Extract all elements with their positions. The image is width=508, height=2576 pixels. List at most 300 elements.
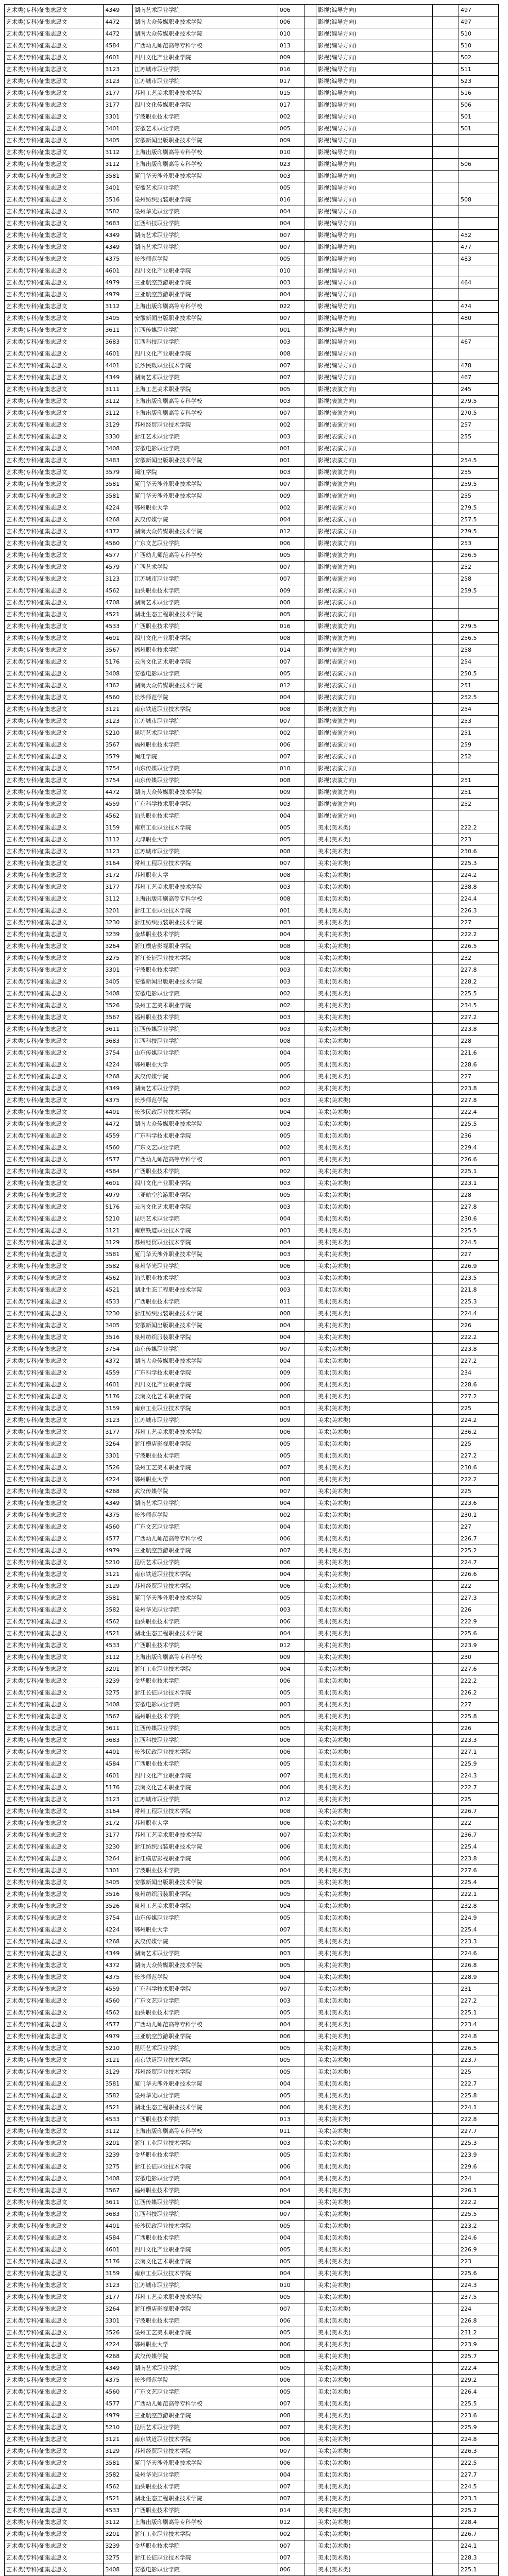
school-name-cell: 泉州纺织服装职业学院 [132,1332,278,1344]
school-name-cell: 湖南艺术职业学院 [132,1948,278,1960]
school-code-cell: 3401 [104,123,132,135]
major-code-cell: 003 [278,882,304,893]
school-code-cell: 4559 [104,1130,132,1142]
school-code-cell: 3754 [104,1344,132,1355]
blank-cell [304,2209,316,2221]
school-code-cell: 3177 [104,1427,132,1438]
major-code-cell: 004 [278,810,304,822]
blank-cell [304,2268,316,2280]
batch-cell: 艺术类(专科)征集志愿文 [5,1344,104,1355]
school-code-cell: 3177 [104,2292,132,2303]
table-row [5,882,499,893]
score-cell: 231 [459,1984,499,1995]
major-code-cell: 016 [278,621,304,633]
batch-cell: 艺术类(专科)征集志愿文 [5,2256,104,2268]
school-name-cell: 江苏城市职业学院 [132,716,278,727]
major-code-cell: 008 [278,775,304,787]
blank-cell [304,1711,316,1723]
score-cell: 224 [459,2303,499,2315]
table-row [5,1178,499,1190]
major-name-cell: 美术(美术类) [316,822,433,834]
school-name-cell: 汕头职业技术学院 [132,1616,278,1628]
school-name-cell: 泉州华光职业学院 [132,1604,278,1616]
blank-cell [304,1675,316,1687]
score-cell: 225.5 [459,1225,499,1237]
blank-cell [304,2019,316,2031]
school-code-cell: 3581 [104,479,132,490]
table-row [5,159,499,171]
school-name-cell: 南京铁道职业技术学院 [132,1569,278,1581]
major-name-cell: 美术(美术类) [316,1545,433,1557]
school-code-cell: 4601 [104,265,132,277]
major-code-cell: 005 [278,2256,304,2268]
major-code-cell: 003 [278,1273,304,1284]
major-code-cell: 008 [278,633,304,645]
batch-cell: 艺术类(专科)征集志愿文 [5,1841,104,1853]
school-code-cell: 4521 [104,609,132,621]
score-cell: 225.5 [459,2209,499,2221]
major-name-cell: 美术(美术类) [316,941,433,953]
school-name-cell: 武汉传媒学院 [132,1071,278,1083]
major-code-cell: 003 [278,1012,304,1024]
school-name-cell: 苏州职业大学 [132,1818,278,1829]
major-code-cell: 005 [278,1960,304,1972]
major-code-cell: 008 [278,1474,304,1486]
major-code-cell: 003 [278,1284,304,1296]
school-code-cell: 4584 [104,1758,132,1770]
remark-cell [432,1462,459,1474]
remark-cell [432,2375,459,2386]
remark-cell [432,668,459,680]
school-code-cell: 3567 [104,2185,132,2197]
blank-cell [304,1604,316,1616]
table-row [5,111,499,123]
batch-cell: 艺术类(专科)征集志愿文 [5,976,104,988]
remark-cell [432,1071,459,1083]
major-code-cell: 007 [278,242,304,253]
remark-cell [432,336,459,348]
school-code-cell: 3172 [104,870,132,882]
score-cell [459,147,499,159]
major-code-cell: 023 [278,159,304,171]
major-name-cell: 美术(美术类) [316,1510,433,1521]
batch-cell: 艺术类(专科)征集志愿文 [5,253,104,265]
remark-cell [432,1735,459,1747]
remark-cell [432,218,459,230]
school-name-cell: 长沙民政职业技术学院 [132,2221,278,2232]
table-row [5,893,499,905]
blank-cell [304,2043,316,2055]
batch-cell: 艺术类(专科)征集志愿文 [5,1332,104,1344]
major-code-cell: 006 [278,1782,304,1794]
school-name-cell: 广西幼儿师范高等专科学校 [132,1533,278,1545]
school-code-cell: 4560 [104,2386,132,2398]
school-name-cell: 浙江工业职业技术学院 [132,1664,278,1675]
score-cell: 225.8 [459,1711,499,1723]
school-code-cell: 4224 [104,502,132,514]
table-row [5,1012,499,1024]
major-name-cell: 美术(美术类) [316,1687,433,1699]
major-name-cell: 美术(美术类) [316,2375,433,2386]
batch-cell: 艺术类(专科)征集志愿文 [5,277,104,289]
school-code-cell: 5176 [104,1391,132,1403]
table-row [5,2138,499,2149]
table-row [5,2410,499,2422]
major-name-cell: 影视(编导方向) [316,325,433,336]
batch-cell: 艺术类(专科)征集志愿文 [5,479,104,490]
school-code-cell: 3159 [104,822,132,834]
remark-cell [432,1995,459,2007]
remark-cell [432,1107,459,1118]
major-name-cell: 美术(美术类) [316,1841,433,1853]
major-code-cell: 007 [278,1770,304,1782]
batch-cell: 艺术类(专科)征集志愿文 [5,1770,104,1782]
blank-cell [304,810,316,822]
school-name-cell: 湖南大众传媒职业技术学院 [132,1118,278,1130]
major-name-cell: 影视(表演方向) [316,680,433,692]
batch-cell: 艺术类(专科)征集志愿文 [5,5,104,16]
school-code-cell: 3579 [104,467,132,479]
school-name-cell: 苏州经贸职业技术学院 [132,2446,278,2458]
major-name-cell: 美术(美术类) [316,834,433,846]
remark-cell [432,751,459,763]
major-code-cell: 008 [278,2351,304,2363]
table-row [5,1640,499,1652]
remark-cell [432,680,459,692]
school-name-cell: 湖南大众传媒职业技术学院 [132,16,278,28]
batch-cell: 艺术类(专科)征集志愿文 [5,1510,104,1521]
remark-cell [432,431,459,443]
remark-cell [432,230,459,242]
score-cell: 501 [459,111,499,123]
batch-cell: 艺术类(专科)征集志愿文 [5,727,104,739]
major-code-cell: 004 [278,2469,304,2481]
school-name-cell: 四川文化产业职业学院 [132,52,278,64]
remark-cell [432,2505,459,2517]
school-code-cell: 3683 [104,1735,132,1747]
score-cell: 227.6 [459,1664,499,1675]
major-code-cell: 004 [278,1213,304,1225]
table-row [5,2315,499,2327]
score-cell: 511 [459,64,499,76]
admission-plan-table [4,4,499,2576]
school-code-cell: 4577 [104,2019,132,2031]
major-name-cell: 美术(美术类) [316,1972,433,1984]
major-name-cell: 美术(美术类) [316,1770,433,1782]
major-code-cell: 006 [278,1675,304,1687]
score-cell: 223.4 [459,2019,499,2031]
major-code-cell: 004 [278,1498,304,1510]
score-cell: 222.4 [459,1107,499,1118]
school-name-cell: 江苏城市职业学院 [132,2280,278,2292]
remark-cell [432,313,459,325]
major-name-cell: 影视(编导方向) [316,253,433,265]
blank-cell [304,372,316,384]
school-name-cell: 广西职业技术学院 [132,1296,278,1308]
major-name-cell: 影视(表演方向) [316,396,433,408]
table-row [5,1462,499,1474]
score-cell: 229.2 [459,2375,499,2386]
major-code-cell: 005 [278,1936,304,1948]
major-name-cell: 美术(美术类) [316,1521,433,1533]
major-code-cell: 003 [278,431,304,443]
score-cell: 226.6 [459,1154,499,1166]
blank-cell [304,538,316,550]
batch-cell: 艺术类(专科)征集志愿文 [5,585,104,597]
table-row [5,5,499,16]
major-name-cell: 影视(表演方向) [316,384,433,396]
remark-cell [432,1427,459,1438]
score-cell: 226 [459,1320,499,1332]
table-row [5,467,499,479]
remark-cell [432,325,459,336]
school-name-cell: 苏州工艺美术职业技术学院 [132,2292,278,2303]
table-row [5,1782,499,1794]
major-code-cell: 006 [278,1581,304,1592]
batch-cell: 艺术类(专科)征集志愿文 [5,538,104,550]
blank-cell [304,2398,316,2410]
blank-cell [304,1889,316,1901]
remark-cell [432,905,459,917]
score-cell: 224.6 [459,1948,499,1960]
major-code-cell: 008 [278,893,304,905]
table-row [5,988,499,1000]
score-cell: 251 [459,680,499,692]
major-name-cell: 美术(美术类) [316,2078,433,2090]
blank-cell [304,2055,316,2066]
table-row [5,76,499,88]
major-code-cell: 003 [278,2138,304,2149]
score-cell: 510 [459,28,499,40]
score-cell [459,206,499,218]
batch-cell: 艺术类(专科)征集志愿文 [5,1047,104,1059]
score-cell [459,182,499,194]
blank-cell [304,550,316,562]
major-name-cell: 美术(美术类) [316,1675,433,1687]
remark-cell [432,2149,459,2161]
table-row [5,787,499,799]
blank-cell [304,76,316,88]
batch-cell: 艺术类(专科)征集志愿文 [5,870,104,882]
batch-cell: 艺术类(专科)征集志愿文 [5,325,104,336]
remark-cell [432,1592,459,1604]
school-name-cell: 金华职业技术学院 [132,2149,278,2161]
table-row [5,1083,499,1095]
score-cell: 222 [459,1818,499,1829]
batch-cell: 艺术类(专科)征集志愿文 [5,1498,104,1510]
remark-cell [432,550,459,562]
school-code-cell: 5210 [104,2043,132,2055]
score-cell: 228.4 [459,2517,499,2529]
score-cell: 256.5 [459,633,499,645]
major-code-cell: 003 [278,917,304,929]
major-name-cell: 美术(美术类) [316,1758,433,1770]
major-name-cell: 美术(美术类) [316,2517,433,2529]
major-code-cell: 012 [278,1640,304,1652]
major-code-cell: 004 [278,1972,304,1984]
major-code-cell: 003 [278,1403,304,1415]
major-code-cell: 005 [278,1592,304,1604]
major-name-cell: 美术(美术类) [316,2244,433,2256]
batch-cell: 艺术类(专科)征集志愿文 [5,348,104,360]
blank-cell [304,2410,316,2422]
batch-cell: 艺术类(专科)征集志愿文 [5,1249,104,1261]
batch-cell: 艺术类(专科)征集志愿文 [5,2244,104,2256]
blank-cell [304,1320,316,1332]
major-name-cell: 美术(美术类) [316,1284,433,1296]
school-code-cell: 3754 [104,1047,132,1059]
blank-cell [304,917,316,929]
blank-cell [304,1059,316,1071]
score-cell: 226 [459,1604,499,1616]
school-name-cell: 四川文化产业职业学院 [132,2244,278,2256]
school-name-cell: 湖南大众传媒职业技术学院 [132,1355,278,1367]
score-cell: 225.2 [459,2505,499,2517]
batch-cell: 艺术类(专科)征集志愿文 [5,1877,104,1889]
school-code-cell: 3112 [104,159,132,171]
remark-cell [432,1450,459,1462]
school-code-cell: 4521 [104,2102,132,2114]
major-name-cell: 美术(美术类) [316,2292,433,2303]
batch-cell: 艺术类(专科)征集志愿文 [5,218,104,230]
blank-cell [304,1628,316,1640]
major-code-cell: 006 [278,1071,304,1083]
major-code-cell: 014 [278,2505,304,2517]
blank-cell [304,1853,316,1865]
major-name-cell: 美术(美术类) [316,2529,433,2540]
school-name-cell: 上海出版印刷高等专科学校 [132,893,278,905]
remark-cell [432,1960,459,1972]
score-cell: 516 [459,88,499,99]
blank-cell [304,573,316,585]
batch-cell: 艺术类(专科)征集志愿文 [5,1486,104,1498]
major-code-cell: 003 [278,1995,304,2007]
remark-cell [432,1000,459,1012]
major-code-cell: 008 [278,348,304,360]
batch-cell: 艺术类(专科)征集志愿文 [5,1107,104,1118]
blank-cell [304,419,316,431]
major-code-cell: 010 [278,2280,304,2292]
major-name-cell: 影视(编导方向) [316,135,433,147]
blank-cell [304,289,316,301]
batch-cell: 艺术类(专科)征集志愿文 [5,810,104,822]
blank-cell [304,2256,316,2268]
batch-cell: 艺术类(专科)征集志愿文 [5,1521,104,1533]
table-row [5,135,499,147]
batch-cell: 艺术类(专科)征集志愿文 [5,1782,104,1794]
remark-cell [432,538,459,550]
school-name-cell: 南京铁道职业技术学院 [132,704,278,716]
major-code-cell: 010 [278,763,304,775]
batch-cell: 艺术类(专科)征集志愿文 [5,2185,104,2197]
major-name-cell: 影视(表演方向) [316,514,433,526]
remark-cell [432,1640,459,1652]
major-name-cell: 美术(美术类) [316,2149,433,2161]
table-row [5,526,499,538]
blank-cell [304,1261,316,1273]
table-row [5,1770,499,1782]
score-cell: 228 [459,1190,499,1201]
batch-cell: 艺术类(专科)征集志愿文 [5,2102,104,2114]
major-name-cell: 影视(表演方向) [316,431,433,443]
school-code-cell: 4560 [104,692,132,704]
major-code-cell: 006 [278,5,304,16]
major-code-cell: 002 [278,1510,304,1521]
major-name-cell: 影视(表演方向) [316,419,433,431]
batch-cell: 艺术类(专科)征集志愿文 [5,2493,104,2505]
school-name-cell: 上海工艺美术职业学院 [132,384,278,396]
table-row [5,597,499,609]
school-code-cell: 3230 [104,1841,132,1853]
table-row [5,2481,499,2493]
school-code-cell: 4562 [104,1616,132,1628]
score-cell: 222.1 [459,1889,499,1901]
remark-cell [432,2138,459,2149]
school-code-cell: 4601 [104,1178,132,1190]
major-name-cell: 美术(美术类) [316,2505,433,2517]
remark-cell [432,585,459,597]
school-name-cell: 广西职业技术学院 [132,1166,278,1178]
table-row [5,514,499,526]
blank-cell [304,2173,316,2185]
blank-cell [304,396,316,408]
batch-cell: 艺术类(专科)征集志愿文 [5,2469,104,2481]
major-code-cell: 007 [278,230,304,242]
blank-cell [304,739,316,751]
major-name-cell: 影视(表演方向) [316,526,433,538]
score-cell: 252 [459,562,499,573]
batch-cell: 艺术类(专科)征集志愿文 [5,384,104,396]
school-code-cell: 4979 [104,1190,132,1201]
major-code-cell: 005 [278,2244,304,2256]
school-name-cell: 广西幼儿师范高等专科学校 [132,2019,278,2031]
major-name-cell: 影视(表演方向) [316,739,433,751]
major-code-cell: 006 [278,1853,304,1865]
school-code-cell: 3754 [104,775,132,787]
school-name-cell: 广东科学技术职业学院 [132,1367,278,1379]
blank-cell [304,2386,316,2398]
school-code-cell: 3567 [104,739,132,751]
major-code-cell: 007 [278,2481,304,2493]
batch-cell: 艺术类(专科)征集志愿文 [5,739,104,751]
major-name-cell: 美术(美术类) [316,917,433,929]
blank-cell [304,2327,316,2339]
blank-cell [304,1142,316,1154]
batch-cell: 艺术类(专科)征集志愿文 [5,1024,104,1036]
blank-cell [304,1699,316,1711]
batch-cell: 艺术类(专科)征集志愿文 [5,372,104,384]
major-name-cell: 影视(表演方向) [316,490,433,502]
major-code-cell: 006 [278,2339,304,2351]
major-name-cell: 美术(美术类) [316,1498,433,1510]
table-row [5,1213,499,1225]
blank-cell [304,265,316,277]
major-name-cell: 美术(美术类) [316,1178,433,1190]
school-code-cell: 4577 [104,550,132,562]
blank-cell [304,313,316,325]
major-code-cell: 007 [278,2303,304,2315]
table-row [5,455,499,467]
major-code-cell: 005 [278,2066,304,2078]
table-row [5,16,499,28]
school-code-cell: 3129 [104,2066,132,2078]
blank-cell [304,870,316,882]
major-code-cell: 005 [278,2292,304,2303]
school-code-cell: 3123 [104,846,132,858]
blank-cell [304,1036,316,1047]
table-row [5,1118,499,1130]
batch-cell: 艺术类(专科)征集志愿文 [5,751,104,763]
